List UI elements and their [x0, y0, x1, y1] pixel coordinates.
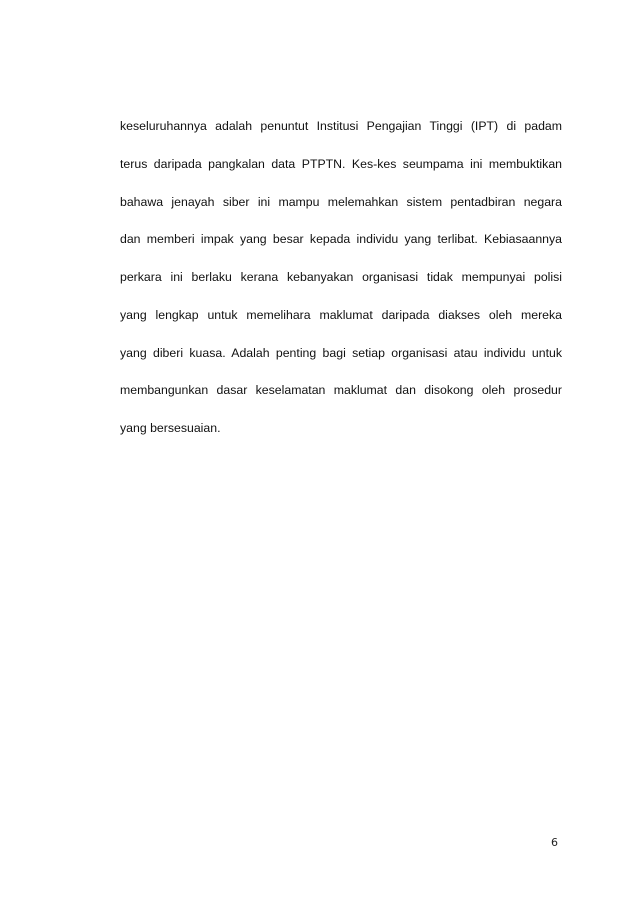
paragraph-line-1: keseluruhannya adalah penuntut Institusi Pengajian Tinggi (IPT) di padam	[120, 119, 562, 133]
paragraph-line-6: yang lengkap untuk memelihara maklumat daripada diakses oleh mereka	[120, 307, 562, 322]
page-number: 6	[551, 836, 558, 849]
paragraph-line-3: bahawa jenayah siber ini mampu melemahkan sistem pentadbiran negara	[120, 194, 562, 209]
paragraph-line-9: yang bersesuaian.	[120, 421, 221, 435]
body-paragraph	[120, 118, 562, 458]
paragraph-line-8: membangunkan dasar keselamatan maklumat dan disokong oleh prosedur	[120, 383, 562, 398]
paragraph-line-5: perkara ini berlaku kerana kebanyakan organisasi tidak mempunyai polisi	[120, 270, 562, 284]
paragraph-line-4: dan memberi impak yang besar kepada individu yang terlibat. Kebiasaannya	[120, 232, 562, 247]
paragraph-line-7: yang diberi kuasa. Adalah penting bagi setiap organisasi atau individu untuk	[120, 345, 562, 360]
paragraph-line-2: terus daripada pangkalan data PTPTN. Kes-kes seumpama ini membuktikan	[120, 156, 562, 171]
